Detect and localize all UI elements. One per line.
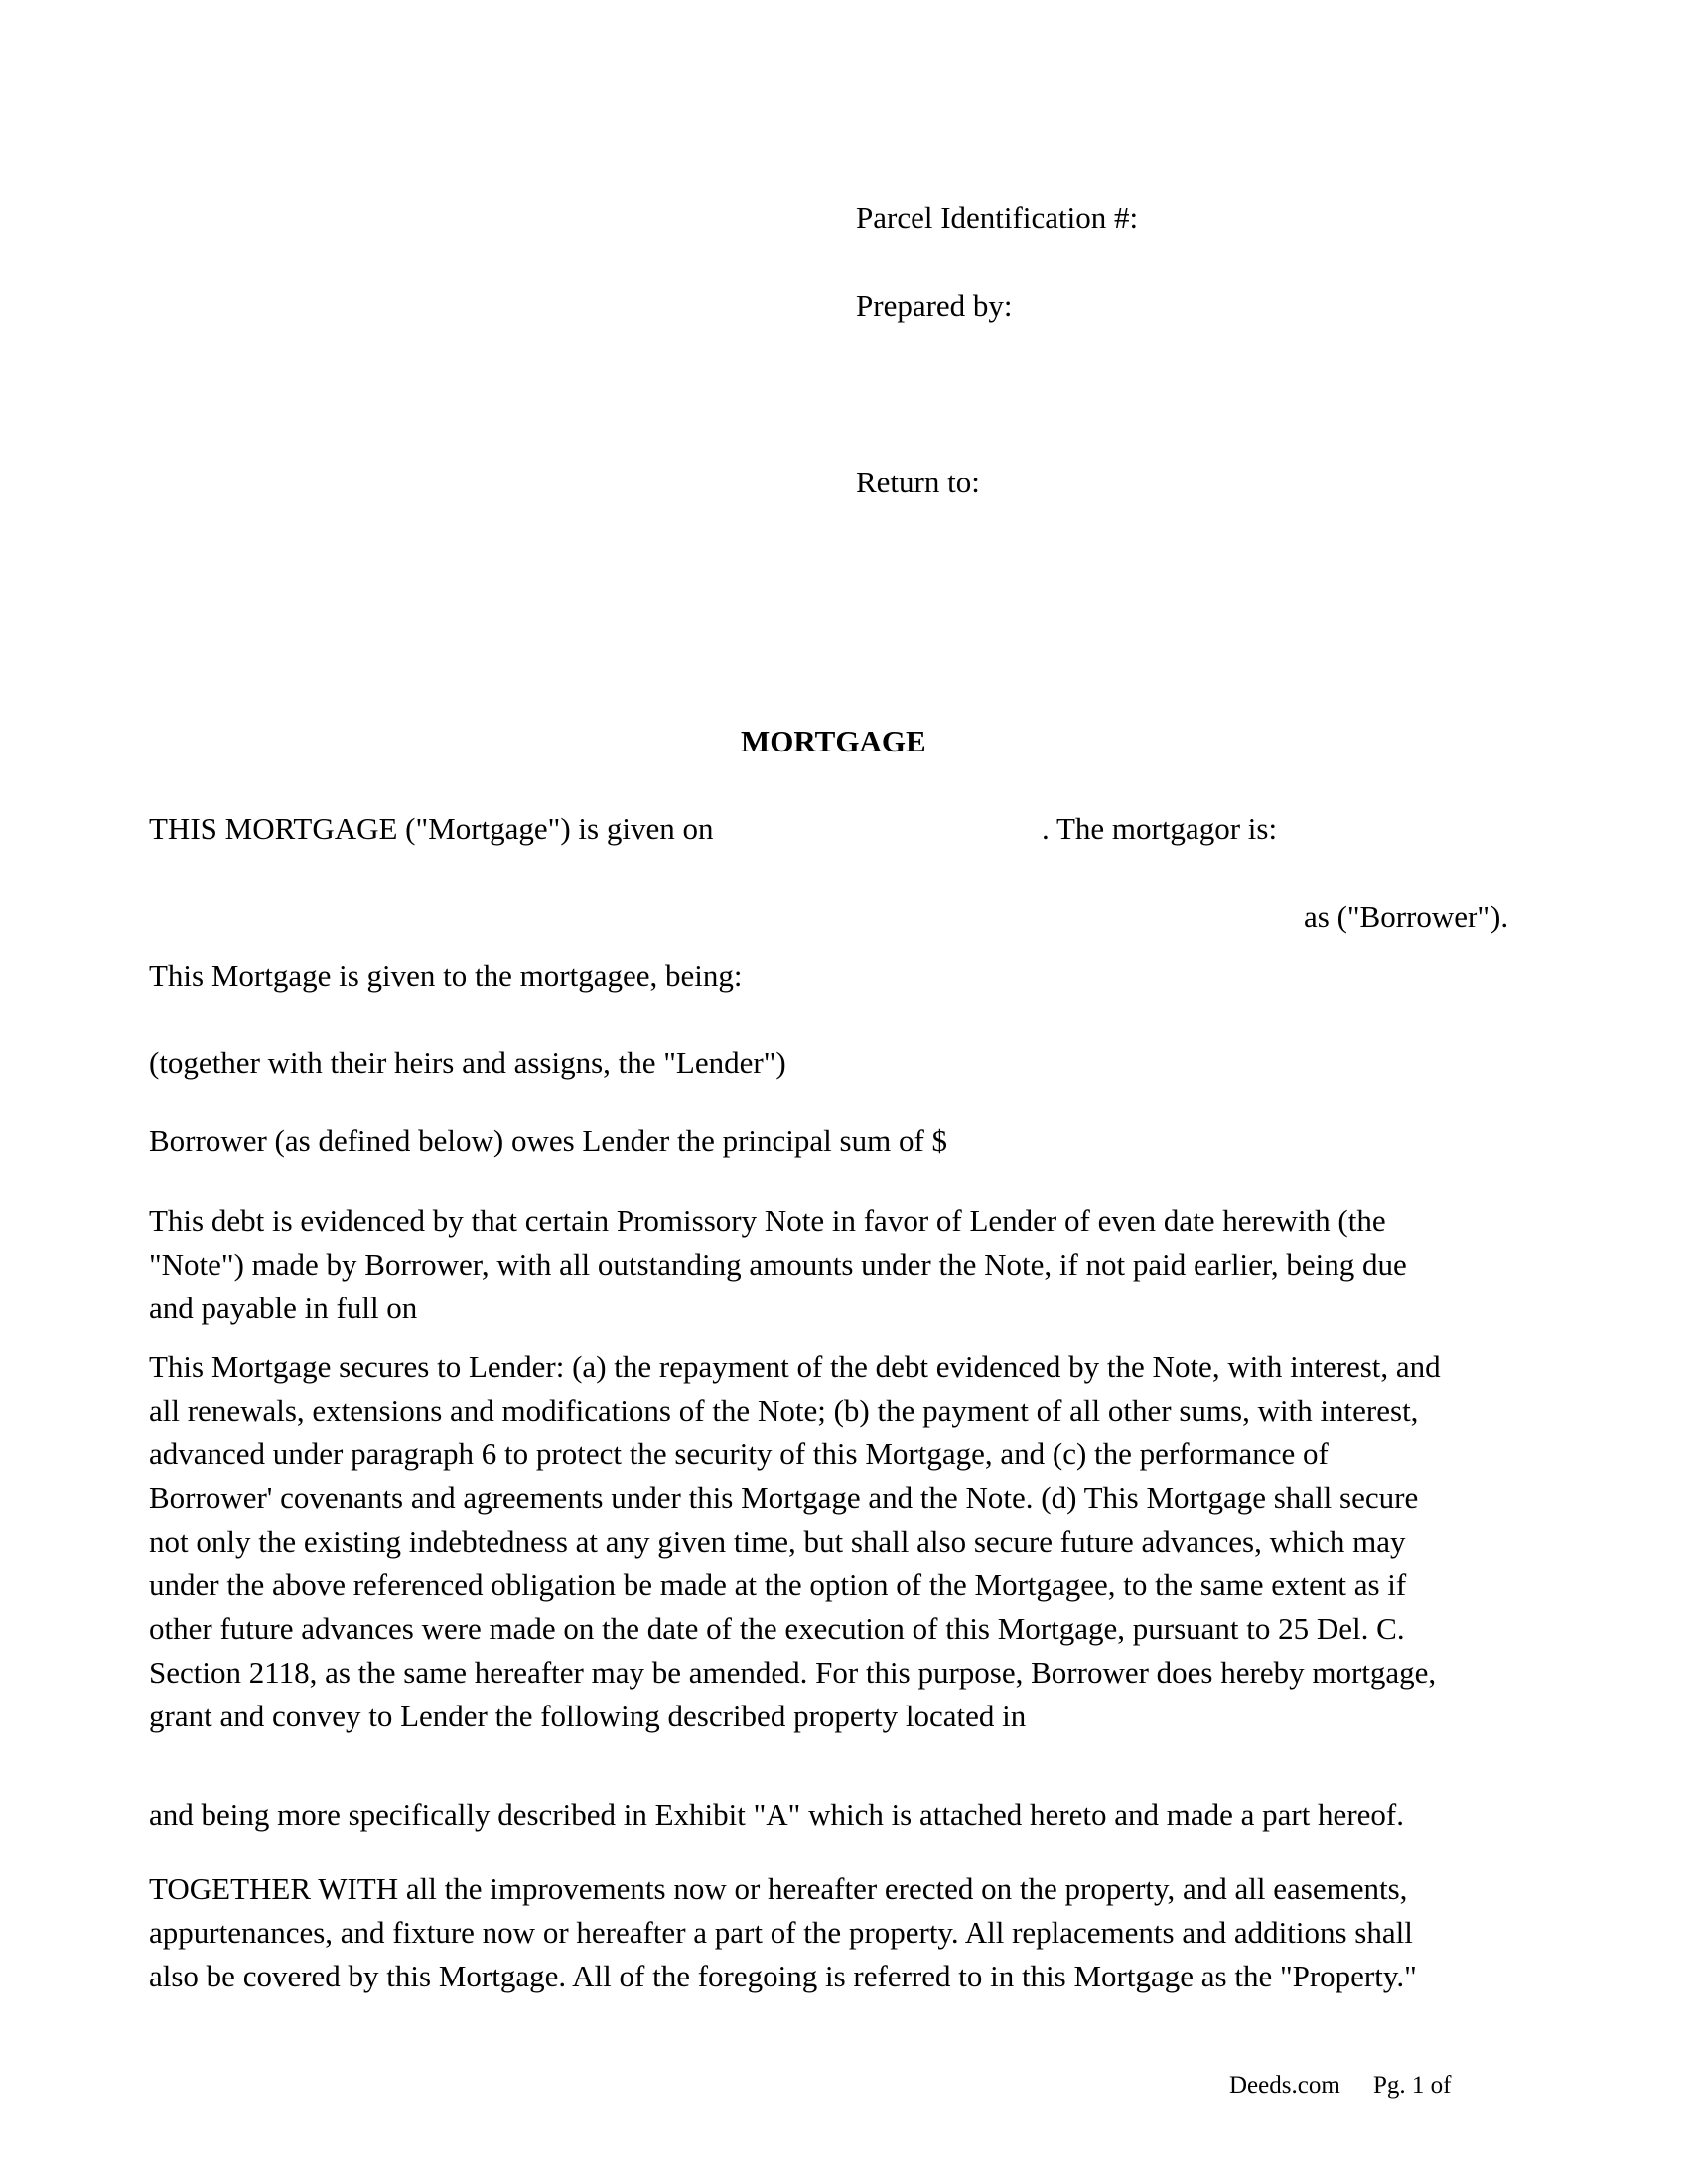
debt-line: and payable in full on [149, 1291, 418, 1325]
prepared-by-label: Prepared by: [856, 288, 1013, 323]
together-line: appurtenances, and fixture now or hereafter a part of the property. All replacements and additions shall [149, 1915, 1413, 1950]
principal-text: Borrower (as defined below) owes Lender the principal sum of $ [149, 1123, 948, 1158]
lender-text: (together with their heirs and assigns, the "Lender") [149, 1045, 786, 1080]
together-line: TOGETHER WITH all the improvements now or hereafter erected on the property, and all easements, [149, 1871, 1408, 1906]
given-on-text: THIS MORTGAGE ("Mortgage") is given on [149, 811, 714, 846]
footer-page: Pg. 1 of [1373, 2072, 1452, 2099]
secures-line: Borrower' covenants and agreements under this Mortgage and the Note. (d) This Mortgage shall secure [149, 1480, 1419, 1515]
secures-line: not only the existing indebtedness at any given time, but shall also secure future advances, which may [149, 1524, 1406, 1559]
together-paragraph [149, 1867, 1539, 1998]
parcel-id-label: Parcel Identification #: [856, 201, 1139, 235]
secures-line: grant and convey to Lender the following described property located in [149, 1699, 1027, 1733]
debt-line: "Note") made by Borrower, with all outstanding amounts under the Note, if not paid earlier, being due [149, 1247, 1407, 1282]
secures-line: under the above referenced obligation be made at the option of the Mortgagee, to the same extent as if [149, 1568, 1407, 1602]
mortgagee-text: This Mortgage is given to the mortgagee, being: [149, 958, 743, 993]
borrower-suffix: as ("Borrower"). [1304, 899, 1509, 934]
mortgagor-text: . The mortgagor is: [1042, 811, 1278, 846]
debt-line: This debt is evidenced by that certain Promissory Note in favor of Lender of even date herewith (the [149, 1203, 1386, 1238]
secures-line: all renewals, extensions and modifications of the Note; (b) the payment of all other sums, with interest, [149, 1393, 1419, 1428]
footer-site: Deeds.com [1229, 2072, 1340, 2099]
secures-line: advanced under paragraph 6 to protect the security of this Mortgage, and (c) the performance of [149, 1436, 1329, 1471]
secures-line: This Mortgage secures to Lender: (a) the repayment of the debt evidenced by the Note, with interest, and [149, 1349, 1441, 1384]
document-title: MORTGAGE [741, 724, 926, 758]
secures-line: other future advances were made on the date of the execution of this Mortgage, pursuant to 25 Del. C. [149, 1611, 1405, 1646]
debt-paragraph [149, 1199, 1539, 1330]
secures-paragraph [149, 1345, 1539, 1738]
return-to-label: Return to: [856, 465, 980, 499]
together-line: also be covered by this Mortgage. All of the foregoing is referred to in this Mortgage as the "Property." [149, 1959, 1417, 1993]
exhibit-text: and being more specifically described in Exhibit "A" which is attached hereto and made a part hereof. [149, 1797, 1404, 1832]
secures-line: Section 2118, as the same hereafter may be amended. For this purpose, Borrower does hereby mortgage, [149, 1655, 1437, 1690]
